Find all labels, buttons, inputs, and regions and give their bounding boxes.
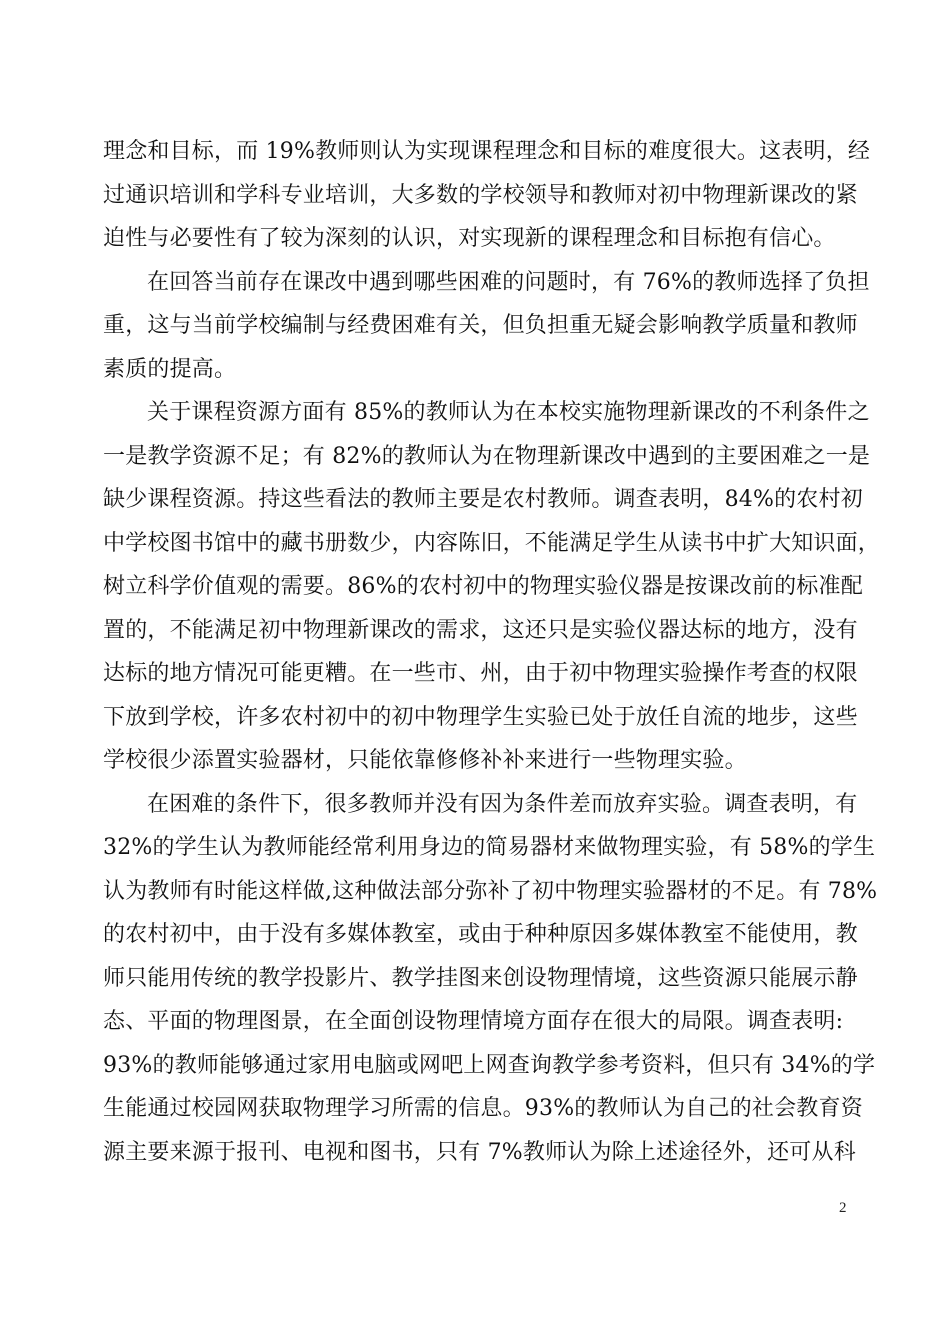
page-number: 2	[839, 1200, 847, 1216]
text-line: 态、平面的物理图景，在全面创设物理情境方面存在很大的局限。调查表明:	[103, 1009, 844, 1034]
body-text	[103, 130, 881, 1174]
text-line: 缺少课程资源。持这些看法的教师主要是农村教师。调查表明，84%的农村初	[103, 487, 863, 512]
text-line: 源主要来源于报刊、电视和图书，只有 7%教师认为除上述途径外，还可从科	[103, 1139, 856, 1165]
text-line: 一是教学资源不足；有 82%的教师认为在物理新课改中遇到的主要困难之一是	[103, 443, 871, 469]
text-line: 93%的教师能够通过家用电脑或网吧上网查询教学参考资料，但只有 34%的学	[103, 1052, 876, 1078]
text-line: 迫性与必要性有了较为深刻的认识，对实现新的课程理念和目标抱有信心。	[103, 226, 836, 251]
text-line: 学校很少添置实验器材，只能依靠修修补补来进行一些物理实验。	[103, 748, 747, 773]
text-line: 的农村初中，由于没有多媒体教室，或由于种种原因多媒体教室不能使用，教	[103, 922, 858, 947]
text-line: 认为教师有时能这样做,这种做法部分弥补了初中物理实验器材的不足。有 78%	[103, 878, 878, 904]
text-line: 下放到学校，许多农村初中的初中物理学生实验已处于放任自流的地步，这些	[103, 704, 858, 730]
paragraph-first-line: 在回答当前存在课改中遇到哪些困难的问题时，有 76%的教师选择了负担	[147, 269, 870, 295]
text-line: 理念和目标，而 19%教师则认为实现课程理念和目标的难度很大。这表明，经	[103, 139, 871, 164]
text-line: 中学校图书馆中的藏书册数少，内容陈旧，不能满足学生从读书中扩大知识面，	[103, 530, 881, 556]
paragraph-first-line: 在困难的条件下，很多教师并没有因为条件差而放弃实验。调查表明，有	[147, 791, 858, 817]
text-line: 生能通过校园网获取物理学习所需的信息。93%的教师认为自己的社会教育资	[103, 1096, 863, 1121]
paragraph-first-line: 关于课程资源方面有 85%的教师认为在本校实施物理新课改的不利条件之	[147, 400, 870, 425]
text-line: 达标的地方情况可能更糟。在一些市、州，由于初中物理实验操作考查的权限	[103, 661, 858, 686]
text-line: 32%的学生认为教师能经常利用身边的简易器材来做物理实验，有 58%的学生	[103, 835, 876, 860]
text-line: 重，这与当前学校编制与经费困难有关，但负担重无疑会影响教学质量和教师	[103, 313, 858, 338]
text-line: 师只能用传统的教学投影片、教学挂图来创设物理情境，这些资源只能展示静	[103, 965, 858, 991]
text-line: 树立科学价值观的需要。86%的农村初中的物理实验仪器是按课改前的标准配	[103, 574, 863, 599]
text-line: 过通识培训和学科专业培训，大多数的学校领导和教师对初中物理新课改的紧	[103, 182, 858, 208]
text-line: 素质的提高。	[103, 356, 237, 382]
text-line: 置的，不能满足初中物理新课改的需求，这还只是实验仪器达标的地方，没有	[103, 617, 858, 643]
